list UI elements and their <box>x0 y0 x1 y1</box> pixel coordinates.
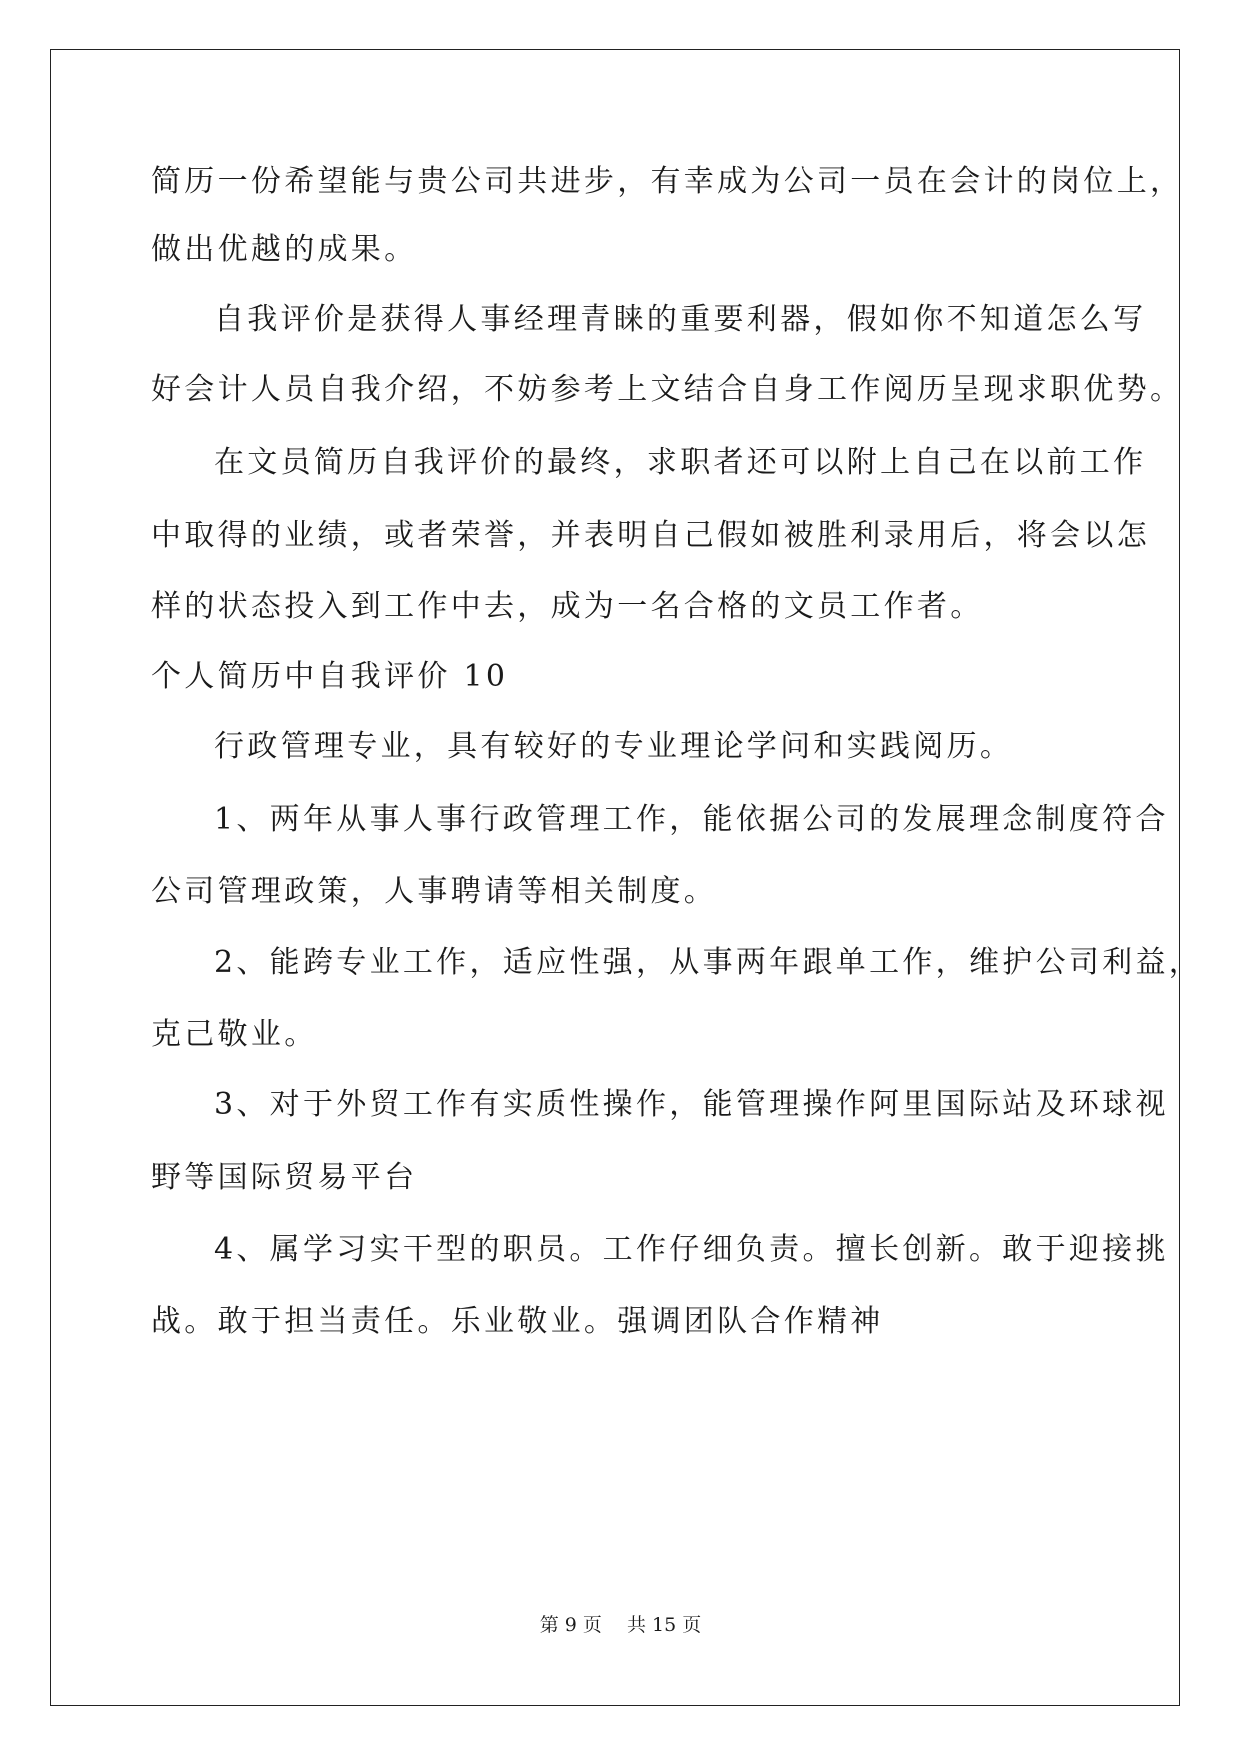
body-text-line: 中取得的业绩，或者荣誉，并表明自己假如被胜利录用后，将会以怎 <box>151 518 1150 553</box>
page-number-footer: 第 9 页 共 15 页 <box>539 1614 702 1636</box>
list-item-line: 战。敢于担当责任。乐业敬业。强调团队合作精神 <box>151 1304 884 1339</box>
list-item-line: 3、对于外贸工作有实质性操作，能管理操作阿里国际站及环球视 <box>214 1087 1169 1122</box>
list-item-line: 1、两年从事人事行政管理工作，能依据公司的发展理念制度符合 <box>214 802 1169 837</box>
body-text-line: 行政管理专业，具有较好的专业理论学问和实践阅历。 <box>214 729 1014 764</box>
body-text-line: 样的状态投入到工作中去，成为一名合格的文员工作者。 <box>151 589 984 624</box>
body-text-line: 在文员简历自我评价的最终，求职者还可以附上自己在以前工作 <box>214 445 1147 480</box>
section-heading: 个人简历中自我评价 10 <box>151 659 509 694</box>
body-text-line: 自我评价是获得人事经理青睐的重要利器，假如你不知道怎么写 <box>214 302 1147 337</box>
body-text-line: 简历一份希望能与贵公司共进步，有幸成为公司一员在会计的岗位上， <box>151 164 1184 199</box>
body-text-line: 好会计人员自我介绍，不妨参考上文结合自身工作阅历呈现求职优势。 <box>151 372 1184 407</box>
list-item-line: 2、能跨专业工作，适应性强，从事两年跟单工作，维护公司利益， <box>214 945 1203 980</box>
body-text-line: 做出优越的成果。 <box>151 232 418 267</box>
list-item-line: 野等国际贸易平台 <box>151 1160 418 1195</box>
list-item-line: 公司管理政策，人事聘请等相关制度。 <box>151 874 718 909</box>
list-item-line: 4、属学习实干型的职员。工作仔细负责。擅长创新。敢于迎接挑 <box>214 1232 1169 1267</box>
list-item-line: 克己敬业。 <box>151 1017 318 1052</box>
